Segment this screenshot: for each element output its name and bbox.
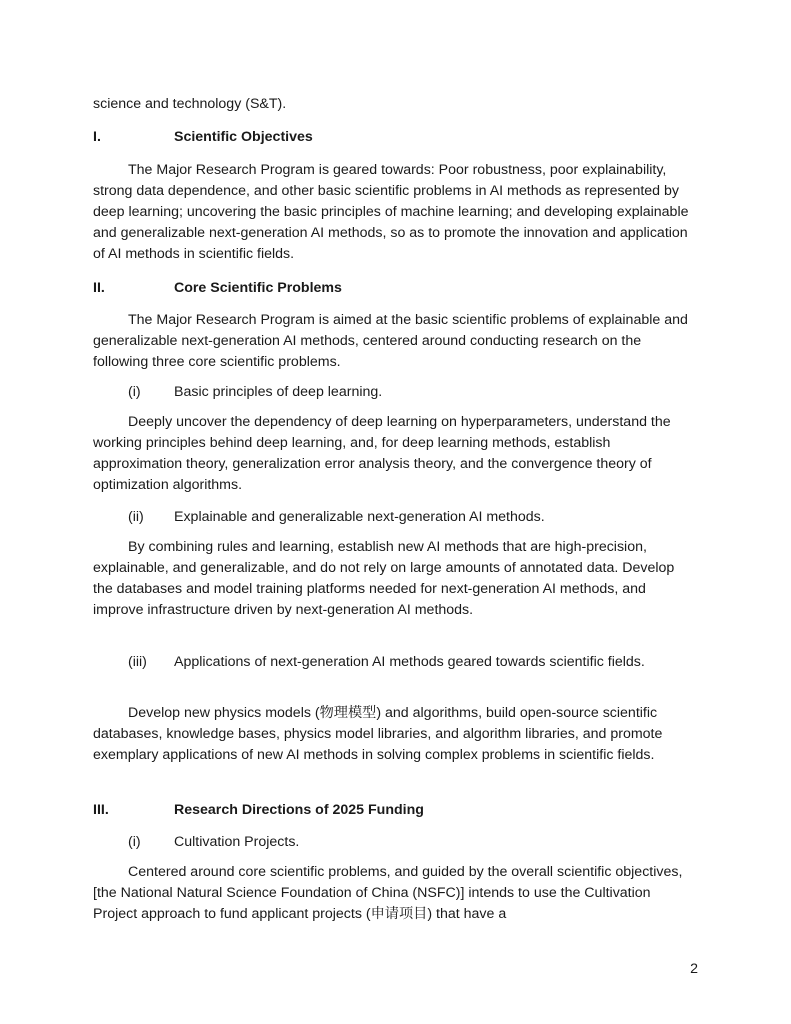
subsection-heading xyxy=(93,652,693,694)
subsection-number: (ii) xyxy=(128,509,144,525)
section-heading-2 xyxy=(93,278,693,299)
subsection-paragraph: Deeply uncover the dependency of deep learning on hyperparameters, understand the working principles behind deep learning, and, for deep learning methods, establish approximation theory, generalization error analysis theory, and the convergence theory of optimization algorithms. xyxy=(93,414,671,493)
subsection-title: Applications of next-generation AI methods geared towards scientific fields. xyxy=(174,654,645,670)
section-heading-1 xyxy=(93,127,693,148)
subsection-title: Cultivation Projects. xyxy=(174,834,300,850)
section-number: I. xyxy=(93,129,101,145)
section-number: II. xyxy=(93,280,105,296)
intro-fragment: science and technology (S&T). xyxy=(93,96,287,112)
section-title: Research Directions of 2025 Funding xyxy=(174,802,424,818)
page-number: 2 xyxy=(690,961,698,977)
section-number: III. xyxy=(93,802,109,818)
subsection-heading xyxy=(93,507,693,528)
section-title: Core Scientific Problems xyxy=(174,280,342,296)
section-paragraph: The Major Research Program is geared towards: Poor robustness, poor explainability, strong data dependence, and other basic scientific problems in AI methods as represented by deep learning; uncovering the basic principles of machine learning; and developing explainable and generalizable next-generation AI methods, so as to promote the innovation and application of AI methods in scientific fields. xyxy=(93,162,689,262)
subsection-paragraph: By combining rules and learning, establish new AI methods that are high-precision, explainable, and generalizable, and do not rely on large amounts of annotated data. Develop the databases and model training platforms needed for next-generation AI methods, and improve infrastructure driven by next-generation AI methods. xyxy=(93,539,675,618)
section-title: Scientific Objectives xyxy=(174,129,313,145)
subsection-title: Explainable and generalizable next-generation AI methods. xyxy=(174,509,545,525)
subsection-paragraph: Develop new physics models (物理模型) and algorithms, build open-source scientific databases, knowledge bases, physics model libraries, and algorithm libraries, and promote exemplary applications of new AI methods in solving complex problems in scientific fields. xyxy=(93,705,663,763)
subsection-heading xyxy=(93,382,693,403)
section-heading-3 xyxy=(93,800,693,821)
subsection-number: (i) xyxy=(128,834,141,850)
subsection-heading xyxy=(93,832,693,853)
subsection-number: (iii) xyxy=(128,654,147,670)
subsection-number: (i) xyxy=(128,384,141,400)
section-paragraph: The Major Research Program is aimed at the basic scientific problems of explainable and generalizable next-generation AI methods, centered around conducting research on the following three core scientific problems. xyxy=(93,312,688,370)
subsection-title: Basic principles of deep learning. xyxy=(174,384,383,400)
subsection-paragraph: Centered around core scientific problems, and guided by the overall scientific objectives, [the National Natural Science Foundation of China (NSFC)] intends to use the Cultivation Project approach to fund applicant projects (申请项目) that have a xyxy=(93,864,683,922)
